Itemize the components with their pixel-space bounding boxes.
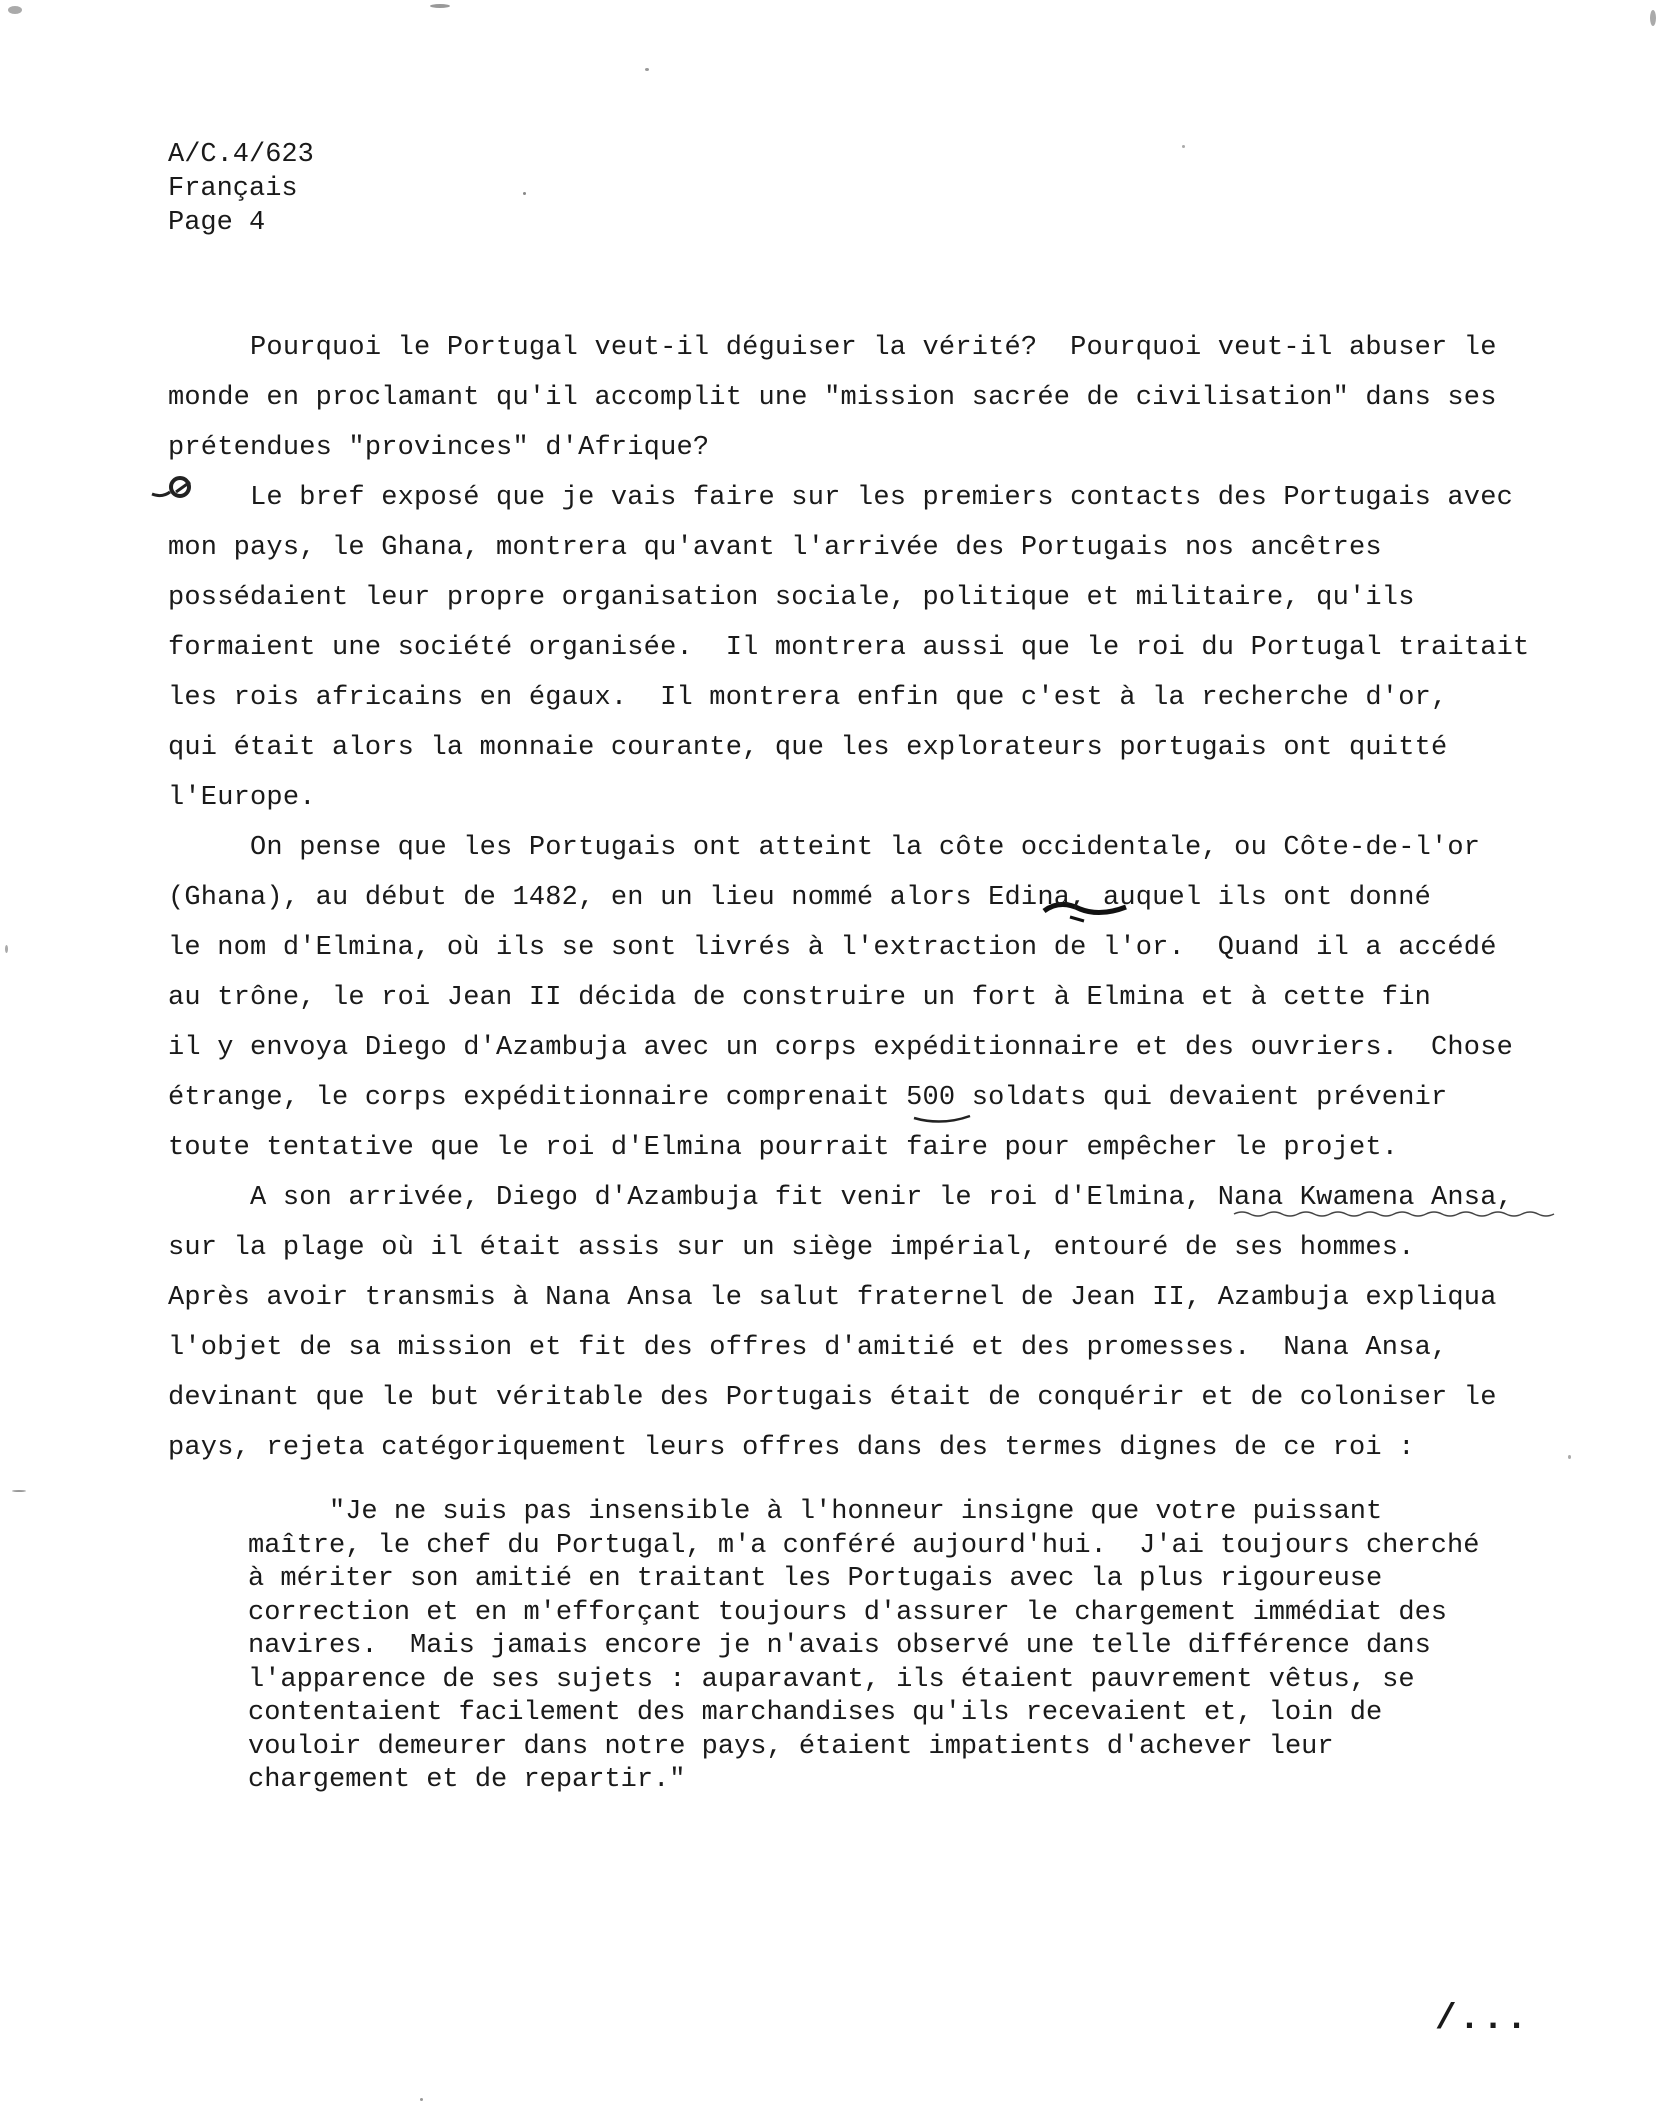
scan-speck <box>5 945 8 953</box>
scan-speck <box>420 2098 423 2101</box>
quote-line: correction et en m'efforçant toujours d'assurer le chargement immédiat des <box>248 1597 1447 1628</box>
paragraph-2 <box>168 473 1568 823</box>
scan-speck <box>523 192 526 195</box>
document-header <box>168 138 314 240</box>
continuation-marker: /... <box>1435 1998 1530 2039</box>
text-line: mon pays, le Ghana, montrera qu'avant l'arrivée des Portugais nos ancêtres <box>168 533 1382 563</box>
quote-line: "Je ne suis pas insensible à l'honneur insigne que votre puissant <box>248 1497 1383 1527</box>
paragraph-1 <box>168 323 1568 473</box>
scan-speck <box>8 6 22 14</box>
text-line: l'Europe. <box>168 783 316 813</box>
text-line: toute tentative que le roi d'Elmina pourrait faire pour empêcher le projet. <box>168 1133 1399 1163</box>
text-line: On pense que les Portugais ont atteint la côte occidentale, ou Côte-de-l'or <box>168 833 1481 863</box>
scan-speck <box>1650 10 1656 26</box>
text-line: Après avoir transmis à Nana Ansa le salut fraternel de Jean II, Azambuja expliqua <box>168 1283 1497 1313</box>
text-line: Pourquoi le Portugal veut-il déguiser la vérité? Pourquoi veut-il abuser le <box>168 333 1497 363</box>
scan-speck <box>1568 1455 1571 1459</box>
text-line: A son arrivée, Diego d'Azambuja fit venir le roi d'Elmina, Nana Kwamena Ansa, <box>168 1183 1514 1213</box>
text-line: l'objet de sa mission et fit des offres d'amitié et des promesses. Nana Ansa, <box>168 1333 1448 1363</box>
text-line: prétendues "provinces" d'Afrique? <box>168 433 710 463</box>
scan-speck <box>12 1490 26 1492</box>
quote-line: vouloir demeurer dans notre pays, étaient impatients d'achever leur <box>248 1731 1334 1762</box>
text-line: qui était alors la monnaie courante, que les explorateurs portugais ont quitté <box>168 733 1448 763</box>
paragraph-3 <box>168 823 1568 1173</box>
page-number: Page 4 <box>168 208 266 238</box>
text-line: les rois africains en égaux. Il montrera enfin que c'est à la recherche d'or, <box>168 683 1448 713</box>
text-line: monde en proclamant qu'il accomplit une "mission sacrée de civilisation" dans ses <box>168 383 1497 413</box>
text-line: possédaient leur propre organisation sociale, politique et militaire, qu'ils <box>168 583 1415 613</box>
quote-line: maître, le chef du Portugal, m'a conféré aujourd'hui. J'ai toujours cherché <box>248 1530 1480 1561</box>
text-line: pays, rejeta catégoriquement leurs offres dans des termes dignes de ce roi : <box>168 1433 1415 1463</box>
text-line: étrange, le corps expéditionnaire comprenait 500 soldats qui devaient prévenir <box>168 1083 1448 1113</box>
document-body <box>168 323 1568 1473</box>
quote-line: navires. Mais jamais encore je n'avais observé une telle différence dans <box>248 1631 1431 1661</box>
text-line: (Ghana), au début de 1482, en un lieu nommé alors Edina, auquel ils ont donné <box>168 883 1432 913</box>
quote-line: chargement et de repartir." <box>248 1765 686 1795</box>
text-line: devinant que le but véritable des Portugais était de conquérir et de coloniser le <box>168 1383 1497 1413</box>
text-line: sur la plage où il était assis sur un siège impérial, entouré de ses hommes. <box>168 1233 1415 1263</box>
text-line: Le bref exposé que je vais faire sur les premiers contacts des Portugais avec <box>168 483 1514 513</box>
document-language: Français <box>168 174 298 204</box>
block-quote <box>248 1496 1548 1798</box>
text-line: il y envoya Diego d'Azambuja avec un corps expéditionnaire et des ouvriers. Chose <box>168 1033 1514 1063</box>
document-symbol: A/C.4/623 <box>168 140 314 170</box>
scan-speck <box>430 4 450 8</box>
text-line: le nom d'Elmina, où ils se sont livrés à l'extraction de l'or. Quand il a accédé <box>168 933 1497 963</box>
text-line: au trône, le roi Jean II décida de construire un fort à Elmina et à cette fin <box>168 983 1432 1013</box>
scan-speck <box>1182 145 1185 148</box>
text-line: formaient une société organisée. Il montrera aussi que le roi du Portugal traitait <box>168 633 1530 663</box>
quote-line: l'apparence de ses sujets : auparavant, ils étaient pauvrement vêtus, se <box>248 1664 1415 1695</box>
quote-line: contentaient facilement des marchandises qu'ils recevaient et, loin de <box>248 1698 1383 1728</box>
paragraph-4 <box>168 1173 1568 1473</box>
quote-line: à mériter son amitié en traitant les Portugais avec la plus rigoureuse <box>248 1564 1383 1594</box>
scan-speck <box>645 68 649 71</box>
